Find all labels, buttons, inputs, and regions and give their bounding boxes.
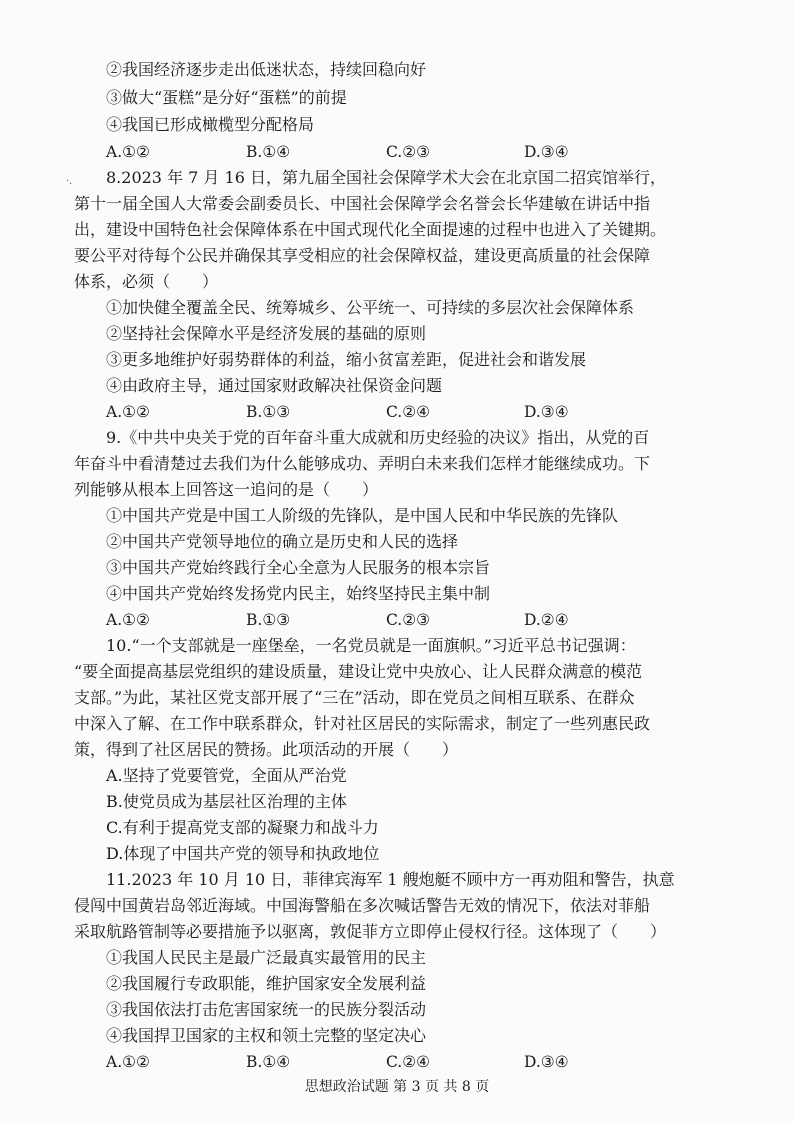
answer-choices [106,1052,706,1072]
option-line: ③做大“蛋糕”是分好“蛋糕”的前提 [106,88,347,107]
answer-choices [106,142,706,162]
option-line: ①加快健全覆盖全民、统筹城乡、公平统一、可持续的多层次社会保障体系 [106,298,635,317]
choice-d: D.②④ [524,611,569,629]
choice-b: B.①③ [246,611,291,629]
option-line: ④由政府主导，通过国家财政解决社保资金问题 [106,376,443,395]
option-line: ②我国履行专政职能，维护国家安全发展利益 [106,974,427,993]
option-line: ③中国共产党始终践行全心全意为人民服务的根本宗旨 [106,558,491,577]
option-line: ②坚持社会保障水平是经济发展的基础的原则 [106,324,427,343]
page-footer: 思想政治试题 第 3 页 共 8 页 [304,1079,490,1095]
answer-choices [106,610,706,630]
choice-b: B.①④ [246,1053,291,1071]
choice-d: D.③④ [524,1053,569,1071]
option-line: ③我国依法打击危害国家统一的民族分裂活动 [106,1000,427,1019]
choice-a: A.①② [106,611,150,629]
option-line: ①中国共产党是中国工人阶级的先锋队，是中国人民和中华民族的先锋队 [106,506,619,525]
question-line: 第十一届全国人大常委会副委员长、中国社会保障学会名誉会长华建敏在讲话中指 [74,194,651,213]
question-line: 11.2023 年 10 月 10 日，菲律宾海军 1 艘炮艇不顾中方一再劝阻和警告，执意 [106,870,675,889]
answer-choices [106,402,706,422]
option-line: C.有利于提高党支部的凝聚力和战斗力 [106,818,379,837]
choice-b: B.①④ [246,143,291,161]
choice-c: C.②③ [386,611,431,629]
option-line: ④中国共产党始终发扬党内民主，始终坚持民主集中制 [106,584,491,603]
option-line: ④我国已形成橄榄型分配格局 [106,115,315,134]
question-line: 列能够从根本上回答这一追问的是（ ） [74,480,379,499]
scan-mark: ·. [66,176,73,187]
question-line: 支部。”为此，某社区党支部开展了“三在”活动，即在党员之间相互联系、在群众 [74,688,635,707]
question-line: 体系，必须（ ） [74,272,219,291]
question-line: 8.2023 年 7 月 16 日，第九届全国社会保障学术大会在北京国二招宾馆举行， [106,168,666,187]
question-line: “要全面提高基层党组织的建设质量，建设让党中央放心、让人民群众满意的模范 [74,662,643,681]
choice-c: C.②④ [386,403,431,421]
question-line: 10.“一个支部就是一座堡垒，一名党员就是一面旗帜。”习近平总书记强调： [106,636,636,655]
question-line: 9.《中共中央关于党的百年奋斗重大成就和历史经验的决议》指出，从党的百 [106,428,650,447]
option-line: ④我国捍卫国家的主权和领土完整的坚定决心 [106,1026,427,1045]
choice-a: A.①② [106,143,150,161]
question-line: 出，建设中国特色社会保障体系在中国式现代化全面提速的过程中也进入了关键期。 [74,220,667,239]
question-line: 年奋斗中看清楚过去我们为什么能够成功、弄明白未来我们怎样才能继续成功。下 [74,454,651,473]
choice-b: B.①③ [246,403,291,421]
choice-d: D.③④ [524,403,569,421]
choice-c: C.②④ [386,1053,431,1071]
option-line: ①我国人民民主是最广泛最真实最管用的民主 [106,948,427,967]
choice-a: A.①② [106,1053,150,1071]
question-line: 策，得到了社区居民的赞扬。此项活动的开展（ ） [74,740,459,759]
question-line: 侵闯中国黄岩岛邻近海域。中国海警船在多次喊话警告无效的情况下，依法对菲船 [74,896,651,915]
choice-d: D.③④ [524,143,569,161]
option-line: B.使党员成为基层社区治理的主体 [106,792,347,811]
option-line: A.坚持了党要管党，全面从严治党 [106,766,347,785]
choice-c: C.②③ [386,143,431,161]
option-line: ②我国经济逐步走出低迷状态，持续回稳向好 [106,60,427,79]
choice-a: A.①② [106,403,150,421]
question-line: 要公平对待每个公民并确保其享受相应的社会保障权益，建设更高质量的社会保障 [74,246,651,265]
option-line: ③更多地维护好弱势群体的利益，缩小贫富差距，促进社会和谐发展 [106,350,587,369]
option-line: ②中国共产党领导地位的确立是历史和人民的选择 [106,532,459,551]
question-line: 中深入了解、在工作中联系群众，针对社区居民的实际需求，制定了一些列惠民政 [74,714,651,733]
option-line: D.体现了中国共产党的领导和执政地位 [106,844,380,863]
question-line: 采取航路管制等必要措施予以驱离，敦促菲方立即停止侵权行径。这体现了（ ） [74,922,667,941]
